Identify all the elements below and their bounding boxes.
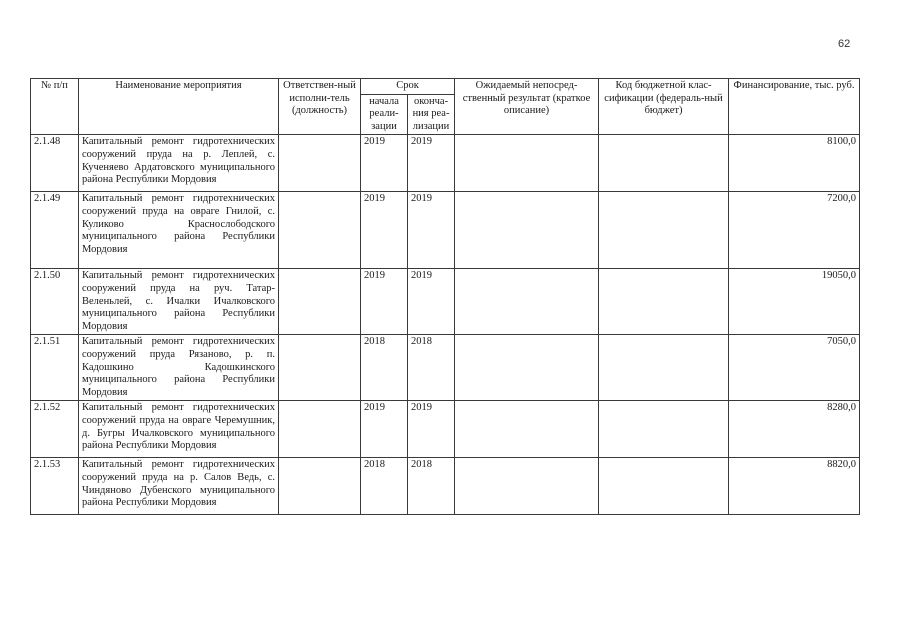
row-budget-code bbox=[599, 401, 729, 458]
row-financing: 7050,0 bbox=[729, 335, 860, 401]
row-num: 2.1.53 bbox=[31, 458, 79, 515]
row-num: 2.1.52 bbox=[31, 401, 79, 458]
header-num: № п/п bbox=[31, 79, 79, 135]
header-responsible: Ответствен-ный исполни-тель (должность) bbox=[279, 79, 361, 135]
row-responsible bbox=[279, 335, 361, 401]
row-budget-code bbox=[599, 335, 729, 401]
row-num: 2.1.48 bbox=[31, 135, 79, 192]
table-row bbox=[31, 458, 860, 515]
header-term: Срок bbox=[361, 79, 455, 95]
row-end: 2019 bbox=[408, 269, 455, 335]
row-end: 2019 bbox=[408, 135, 455, 192]
row-expected bbox=[455, 192, 599, 269]
row-expected bbox=[455, 401, 599, 458]
table-row bbox=[31, 192, 860, 269]
header-row bbox=[31, 79, 860, 95]
table-row bbox=[31, 335, 860, 401]
row-financing: 19050,0 bbox=[729, 269, 860, 335]
row-name: Капитальный ремонт гидротехнических сооружений пруда Рязаново, р. п. Кадошкино Кадошкинского муниципального района Республики Мордовия bbox=[79, 335, 279, 401]
measures-table bbox=[30, 78, 860, 515]
row-num: 2.1.51 bbox=[31, 335, 79, 401]
table-row bbox=[31, 135, 860, 192]
row-start: 2018 bbox=[361, 335, 408, 401]
row-financing: 8100,0 bbox=[729, 135, 860, 192]
row-responsible bbox=[279, 458, 361, 515]
header-expected: Ожидаемый непосред-ственный результат (краткое описание) bbox=[455, 79, 599, 135]
row-responsible bbox=[279, 135, 361, 192]
row-responsible bbox=[279, 269, 361, 335]
row-budget-code bbox=[599, 192, 729, 269]
row-start: 2018 bbox=[361, 458, 408, 515]
table-row bbox=[31, 269, 860, 335]
row-start: 2019 bbox=[361, 192, 408, 269]
header-end: оконча-ния реа-лизации bbox=[408, 94, 455, 135]
row-expected bbox=[455, 458, 599, 515]
page-number: 62 bbox=[838, 38, 851, 50]
row-start: 2019 bbox=[361, 135, 408, 192]
row-end: 2018 bbox=[408, 458, 455, 515]
header-start: начала реали-зации bbox=[361, 94, 408, 135]
table-row bbox=[31, 401, 860, 458]
row-start: 2019 bbox=[361, 401, 408, 458]
row-expected bbox=[455, 335, 599, 401]
row-budget-code bbox=[599, 135, 729, 192]
row-start: 2019 bbox=[361, 269, 408, 335]
row-responsible bbox=[279, 401, 361, 458]
row-financing: 7200,0 bbox=[729, 192, 860, 269]
header-financing: Финансирование, тыс. руб. bbox=[729, 79, 860, 135]
row-num: 2.1.50 bbox=[31, 269, 79, 335]
row-budget-code bbox=[599, 269, 729, 335]
row-expected bbox=[455, 135, 599, 192]
row-expected bbox=[455, 269, 599, 335]
row-end: 2019 bbox=[408, 401, 455, 458]
row-responsible bbox=[279, 192, 361, 269]
header-budget-code: Код бюджетной клас-сификации (федераль-ный бюджет) bbox=[599, 79, 729, 135]
row-name: Капитальный ремонт гидротехнических сооружений пруда на овраге Гнилой, с. Куликово Краснослободского муниципального района Республики Мордовия bbox=[79, 192, 279, 269]
row-name: Капитальный ремонт гидротехнических сооружений пруда на овраге Черемушник, д. Бугры Ичалковского муниципального района Республики Мордовия bbox=[79, 401, 279, 458]
row-name: Капитальный ремонт гидротехнических сооружений пруда на р. Леплей, с. Кученяево Ардатовского муниципального района Республики Мордовия bbox=[79, 135, 279, 192]
row-num: 2.1.49 bbox=[31, 192, 79, 269]
header-name: Наименование мероприятия bbox=[79, 79, 279, 135]
row-financing: 8820,0 bbox=[729, 458, 860, 515]
row-budget-code bbox=[599, 458, 729, 515]
row-financing: 8280,0 bbox=[729, 401, 860, 458]
row-end: 2019 bbox=[408, 192, 455, 269]
row-name: Капитальный ремонт гидротехнических сооружений пруда на руч. Татар-Веленьлей, с. Ичалки Ичалковского муниципального района Республики Мордовия bbox=[79, 269, 279, 335]
row-end: 2018 bbox=[408, 335, 455, 401]
row-name: Капитальный ремонт гидротехнических сооружений пруда на р. Салов Ведь, с. Чиндяново Дубенского муниципального района Республики Мордовия bbox=[79, 458, 279, 515]
